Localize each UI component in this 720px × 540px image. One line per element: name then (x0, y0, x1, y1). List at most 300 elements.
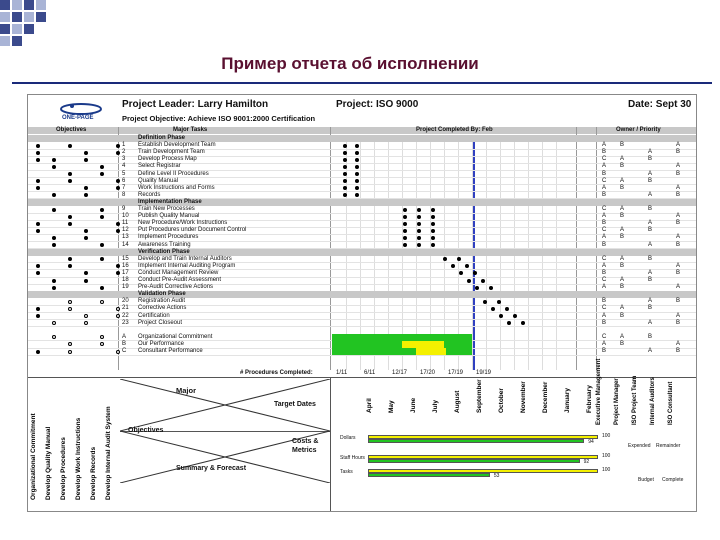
task-number: 14 (122, 241, 129, 248)
status-bar-yellow (416, 348, 446, 355)
owner-vertical-label: Internal Auditors (650, 377, 656, 425)
owner-priority: A (620, 206, 625, 212)
task-number: 19 (122, 284, 129, 291)
objective-open-dot (100, 335, 104, 339)
task-label: Our Performance (138, 340, 185, 347)
progress-dot (431, 208, 435, 212)
progress-dot (355, 179, 359, 183)
owner-priority: A (602, 163, 607, 170)
progress-dot (457, 257, 461, 261)
objective-dot (52, 208, 56, 212)
col-completed-by: Project Completed By: Feb (416, 127, 493, 133)
owner-priority: B (648, 206, 653, 212)
phase-row (28, 135, 696, 142)
owner-priority: B (620, 142, 625, 149)
progress-dot (355, 144, 359, 148)
owner-priority: A (620, 305, 625, 312)
objective-dot (84, 279, 88, 283)
owner-priority: C (602, 206, 607, 212)
task-number: 15 (122, 255, 129, 262)
month-vertical-label: May (388, 400, 395, 413)
owner-priority: B (648, 177, 653, 184)
progress-dot (431, 236, 435, 240)
progress-dot (499, 314, 503, 318)
objective-dot (68, 172, 72, 176)
month-vertical-label: December (542, 381, 549, 413)
progress-dot (473, 271, 477, 275)
owner-priority: B (676, 191, 681, 198)
phase-label: Definition Phase (138, 135, 186, 141)
owner-priority: C (602, 177, 607, 184)
owner-priority: A (676, 184, 681, 191)
month-vertical-label: July (432, 399, 439, 413)
progress-dot (355, 165, 359, 169)
col-major-tasks: Major Tasks (173, 127, 208, 133)
owner-priority: B (648, 156, 653, 163)
objective-dot (116, 151, 120, 155)
objective-dot (84, 271, 88, 275)
objective-dot (116, 271, 120, 275)
objective-dot (100, 215, 104, 219)
progress-dot (403, 215, 407, 219)
owner-priority: B (676, 170, 681, 177)
phase-label: Implementation Phase (138, 198, 202, 205)
deco-square (24, 12, 34, 22)
objective-dot (36, 350, 40, 354)
task-label: Certification (138, 312, 170, 319)
objective-open-dot (116, 314, 120, 318)
objective-dot (36, 186, 40, 190)
phase-label: Validation Phase (138, 291, 186, 298)
owner-priority: B (620, 184, 625, 191)
progress-dot (403, 222, 407, 226)
metric-legend: Remainder (656, 443, 681, 449)
row-line (28, 184, 696, 185)
task-number: 23 (122, 319, 129, 326)
metric-label: Staff Hours (340, 455, 365, 461)
objective-dot (116, 264, 120, 268)
owner-priority: A (602, 340, 607, 347)
progress-dot (431, 229, 435, 233)
month-vertical-label: April (366, 398, 373, 413)
owner-priority: A (602, 234, 607, 241)
progress-dot (343, 151, 347, 155)
owner-priority: A (676, 213, 681, 220)
owner-priority: B (676, 220, 681, 227)
objective-dot (52, 193, 56, 197)
progress-dot (481, 279, 485, 283)
owner-priority: B (602, 348, 607, 354)
progress-dot (417, 208, 421, 212)
owner-priority: A (602, 184, 607, 191)
task-label: Establish Development Team (138, 142, 216, 149)
task-label: Pre-Audit Corrective Actions (138, 284, 214, 291)
objective-dot (100, 165, 104, 169)
deco-square (12, 12, 22, 22)
objective-dot (52, 165, 56, 169)
owner-priority: C (602, 255, 607, 262)
logo (56, 101, 106, 123)
project-name: Project: ISO 9000 (336, 99, 419, 110)
metric-label: Tasks (340, 469, 353, 475)
task-label: Records (138, 191, 161, 198)
task-label: Consultant Performance (138, 348, 203, 354)
objective-dot (52, 286, 56, 290)
objective-dot (116, 229, 120, 233)
task-label: Publish Quality Manual (138, 213, 200, 220)
task-label: Train Development Team (138, 149, 205, 156)
task-number: 4 (122, 163, 126, 170)
task-number: 22 (122, 312, 129, 319)
task-number: 17 (122, 269, 129, 276)
progress-dot (521, 321, 525, 325)
owner-priority: B (648, 305, 653, 312)
objective-dot (36, 179, 40, 183)
objective-dot (84, 151, 88, 155)
owner-priority: A (602, 284, 607, 291)
task-number: 5 (122, 170, 126, 177)
owner-priority: A (676, 340, 681, 347)
progress-dot (489, 286, 493, 290)
owner-priority: C (602, 227, 607, 234)
month-vertical-label: January (564, 388, 571, 413)
objective-dot (68, 257, 72, 261)
objective-open-dot (68, 300, 72, 304)
box-summary-forecast: Summary & Forecast (176, 465, 247, 472)
task-number: 20 (122, 298, 129, 305)
owner-priority: A (620, 177, 625, 184)
metric-value-label: 92 (583, 459, 590, 465)
objective-open-dot (68, 350, 72, 354)
task-label: Define Level II Procedures (138, 170, 209, 177)
metrics-left-border (330, 377, 331, 511)
box-target-dates: Target Dates (274, 401, 316, 408)
progress-dot (343, 172, 347, 176)
owner-priority: A (648, 269, 653, 276)
metric-actual-bar (368, 459, 580, 463)
objective-dot (100, 172, 104, 176)
deco-square (24, 0, 34, 10)
task-label: Corrective Actions (138, 305, 187, 312)
objective-dot (36, 264, 40, 268)
owner-priority: A (602, 312, 607, 319)
progress-dot (417, 229, 421, 233)
objective-open-dot (116, 307, 120, 311)
task-number: 9 (122, 206, 126, 212)
owner-priority: A (648, 191, 653, 198)
task-number: 1 (122, 142, 126, 149)
objective-dot (52, 158, 56, 162)
owner-priority: B (620, 163, 625, 170)
task-label: Put Procedures under Document Control (138, 227, 247, 234)
owner-priority: B (620, 340, 625, 347)
task-number: 18 (122, 277, 129, 283)
title-underline (12, 82, 712, 84)
metric-label: Dollars (340, 435, 356, 441)
deco-square (36, 0, 46, 10)
owner-priority: C (602, 333, 607, 340)
owner-priority: A (676, 163, 681, 170)
progress-dot (355, 186, 359, 190)
objective-open-dot (84, 321, 88, 325)
progress-dot (451, 264, 455, 268)
objective-dot (36, 151, 40, 155)
objective-open-dot (52, 335, 56, 339)
progress-dot (465, 264, 469, 268)
owner-priority: B (648, 277, 653, 283)
owner-vertical-label: ISO Consultant (668, 381, 674, 425)
objective-dot (36, 222, 40, 226)
task-number: 10 (122, 213, 129, 220)
task-label: Train New Processes (138, 206, 195, 212)
owner-priority: A (620, 255, 625, 262)
row-line (28, 191, 696, 192)
task-label: Work Instructions and Forms (138, 184, 215, 191)
objective-dot (100, 286, 104, 290)
objective-dot (52, 279, 56, 283)
owner-priority: A (676, 312, 681, 319)
task-label: Select Registrar (138, 163, 181, 170)
progress-dot (417, 236, 421, 240)
owner-priority: B (602, 269, 607, 276)
objective-open-dot (100, 300, 104, 304)
progress-dot (431, 222, 435, 226)
task-label: Registration Audit (138, 298, 186, 305)
status-bar-green (332, 334, 472, 341)
owner-priority: A (602, 213, 607, 220)
metric-value-label: 94 (588, 439, 594, 445)
grid-line (696, 127, 697, 370)
objective-dot (68, 222, 72, 226)
owner-priority: A (648, 298, 653, 305)
status-bar-green (332, 348, 472, 355)
objective-dot (84, 158, 88, 162)
task-number: 16 (122, 262, 129, 269)
owner-priority: B (602, 220, 607, 227)
progress-dot (355, 193, 359, 197)
box-costs-metrics: Costs & Metrics (292, 438, 319, 454)
logo-text: ONE-PAGE (62, 115, 94, 121)
owner-priority: B (648, 227, 653, 234)
owner-priority: C (602, 305, 607, 312)
month-vertical-label: August (454, 390, 461, 413)
owner-priority: B (602, 298, 607, 305)
deco-square (0, 0, 10, 10)
owner-priority: A (676, 142, 681, 149)
owner-priority: B (648, 255, 653, 262)
status-bar-yellow (402, 341, 444, 348)
completed-count: 1/11 (336, 370, 348, 376)
owner-priority: B (602, 191, 607, 198)
progress-dot (343, 158, 347, 162)
owner-priority: B (676, 348, 681, 354)
progress-dot (505, 307, 509, 311)
owner-priority: A (648, 220, 653, 227)
phase-row (28, 291, 696, 298)
progress-dot (417, 215, 421, 219)
progress-dot (513, 314, 517, 318)
task-label: Project Closeout (138, 319, 183, 326)
owner-priority: A (648, 348, 653, 354)
row-line (28, 177, 696, 178)
month-vertical-label: February (586, 385, 593, 413)
row-line (28, 149, 696, 150)
phase-row (28, 249, 696, 256)
owner-priority: B (620, 213, 625, 220)
objective-dot (36, 229, 40, 233)
objective-vertical-label: Develop Work Instructions (75, 417, 82, 500)
progress-dot (491, 307, 495, 311)
progress-dot (431, 243, 435, 247)
metric-legend: Complete (662, 477, 684, 483)
progress-dot (443, 257, 447, 261)
objective-open-dot (100, 342, 104, 346)
metric-value-label: 100 (602, 453, 611, 459)
objective-dot (84, 236, 88, 240)
progress-dot (355, 158, 359, 162)
month-vertical-label: October (498, 388, 505, 413)
owner-priority: B (620, 284, 625, 291)
objective-vertical-label: Develop Records (90, 446, 97, 500)
progress-dot (497, 300, 501, 304)
deco-square (12, 24, 22, 34)
task-number: 12 (122, 227, 129, 234)
task-number: A (122, 333, 127, 340)
objective-dot (116, 222, 120, 226)
task-label: Develop Process Map (138, 156, 197, 163)
task-number: 3 (122, 156, 126, 163)
owner-vertical-label: ISO Project Team (632, 375, 638, 425)
objective-dot (68, 264, 72, 268)
progress-dot (507, 321, 511, 325)
month-vertical-label: November (520, 381, 527, 413)
owner-priority: A (620, 333, 625, 340)
owner-priority: B (648, 333, 653, 340)
owner-priority: C (602, 277, 607, 283)
deco-square (12, 36, 22, 46)
slide-title: Пример отчета об исполнении (221, 54, 479, 73)
metric-value-label: 100 (602, 433, 611, 439)
metric-legend: Budget (638, 477, 654, 483)
completed-count: 17/19 (448, 370, 464, 376)
metric-legend: Expended (628, 443, 651, 449)
progress-dot (431, 215, 435, 219)
deco-square (0, 24, 10, 34)
objective-dot (84, 186, 88, 190)
progress-dot (343, 165, 347, 169)
progress-dot (417, 243, 421, 247)
deco-square (12, 0, 22, 10)
opp-report-sheet (27, 94, 697, 512)
objective-dot (36, 271, 40, 275)
task-label: Implement Internal Auditing Program (138, 262, 236, 269)
task-number: 2 (122, 149, 126, 156)
owner-priority: B (602, 241, 607, 248)
deco-square (24, 24, 34, 34)
owner-priority: B (602, 149, 607, 156)
objective-vertical-label: Develop Procedures (60, 437, 67, 500)
owner-priority: A (620, 227, 625, 234)
deco-square (0, 36, 10, 46)
deco-square (0, 12, 10, 22)
progress-dot (459, 271, 463, 275)
task-label: Conduct Management Review (138, 269, 219, 276)
project-objective: Project Objective: Achieve ISO 9001:2000 Certification (122, 114, 316, 123)
owner-priority: C (602, 156, 607, 163)
objective-open-dot (52, 321, 56, 325)
owner-priority: B (676, 149, 681, 156)
objective-dot (36, 158, 40, 162)
objective-vertical-label: Develop Internal Audit System (105, 406, 112, 500)
phase-row (28, 199, 696, 206)
task-label: Implement Procedures (138, 234, 199, 241)
owner-priority: A (620, 277, 625, 283)
objective-dot (100, 208, 104, 212)
task-number: 13 (122, 234, 129, 241)
objective-dot (68, 215, 72, 219)
objective-dot (36, 144, 40, 148)
objective-dot (84, 193, 88, 197)
owner-priority: A (676, 234, 681, 241)
task-number: 7 (122, 184, 126, 191)
objective-open-dot (68, 307, 72, 311)
owner-priority: B (676, 241, 681, 248)
progress-dot (355, 151, 359, 155)
progress-dot (403, 243, 407, 247)
owner-priority: B (676, 269, 681, 276)
completed-count: 19/19 (476, 370, 492, 376)
owner-priority: B (676, 298, 681, 305)
objective-vertical-label: Organizational Commitment (30, 413, 37, 500)
task-label: Organizational Commitment (138, 333, 213, 340)
owner-vertical-label: Project Manager (614, 378, 620, 425)
box-objectives: Objectives (128, 427, 164, 434)
task-number: 21 (122, 305, 129, 312)
owner-priority: B (602, 319, 607, 326)
metric-value-label: 100 (602, 467, 611, 473)
progress-dot (475, 286, 479, 290)
month-vertical-label: June (410, 397, 417, 413)
task-label: Conduct Pre-Audit Assessment (138, 277, 222, 283)
objective-dot (52, 243, 56, 247)
procedures-completed-label: # Procedures Completed: (240, 370, 313, 376)
owner-priority: A (648, 241, 653, 248)
owner-priority: B (620, 312, 625, 319)
owner-priority: A (648, 319, 653, 326)
objective-dot (116, 144, 120, 148)
task-number: 6 (122, 177, 126, 184)
progress-dot (403, 236, 407, 240)
owner-priority: B (620, 234, 625, 241)
completed-count: 17/20 (420, 370, 436, 376)
objective-vertical-label: Develop Quality Manual (45, 426, 52, 500)
task-label: Develop and Train Internal Auditors (138, 255, 232, 262)
task-label: Quality Manual (138, 177, 179, 184)
objective-open-dot (68, 342, 72, 346)
metric-actual-bar (368, 439, 584, 443)
project-leader: Project Leader: Larry Hamilton (122, 99, 269, 110)
progress-dot (403, 229, 407, 233)
phase-label: Verification Phase (138, 248, 190, 255)
objective-open-dot (84, 314, 88, 318)
col-objectives: Objectives (56, 127, 87, 133)
owner-priority: B (676, 319, 681, 326)
logo-mark-icon (56, 101, 106, 115)
owner-priority: A (648, 149, 653, 156)
task-number: B (122, 340, 127, 347)
task-number: 8 (122, 191, 126, 198)
objective-dot (68, 144, 72, 148)
